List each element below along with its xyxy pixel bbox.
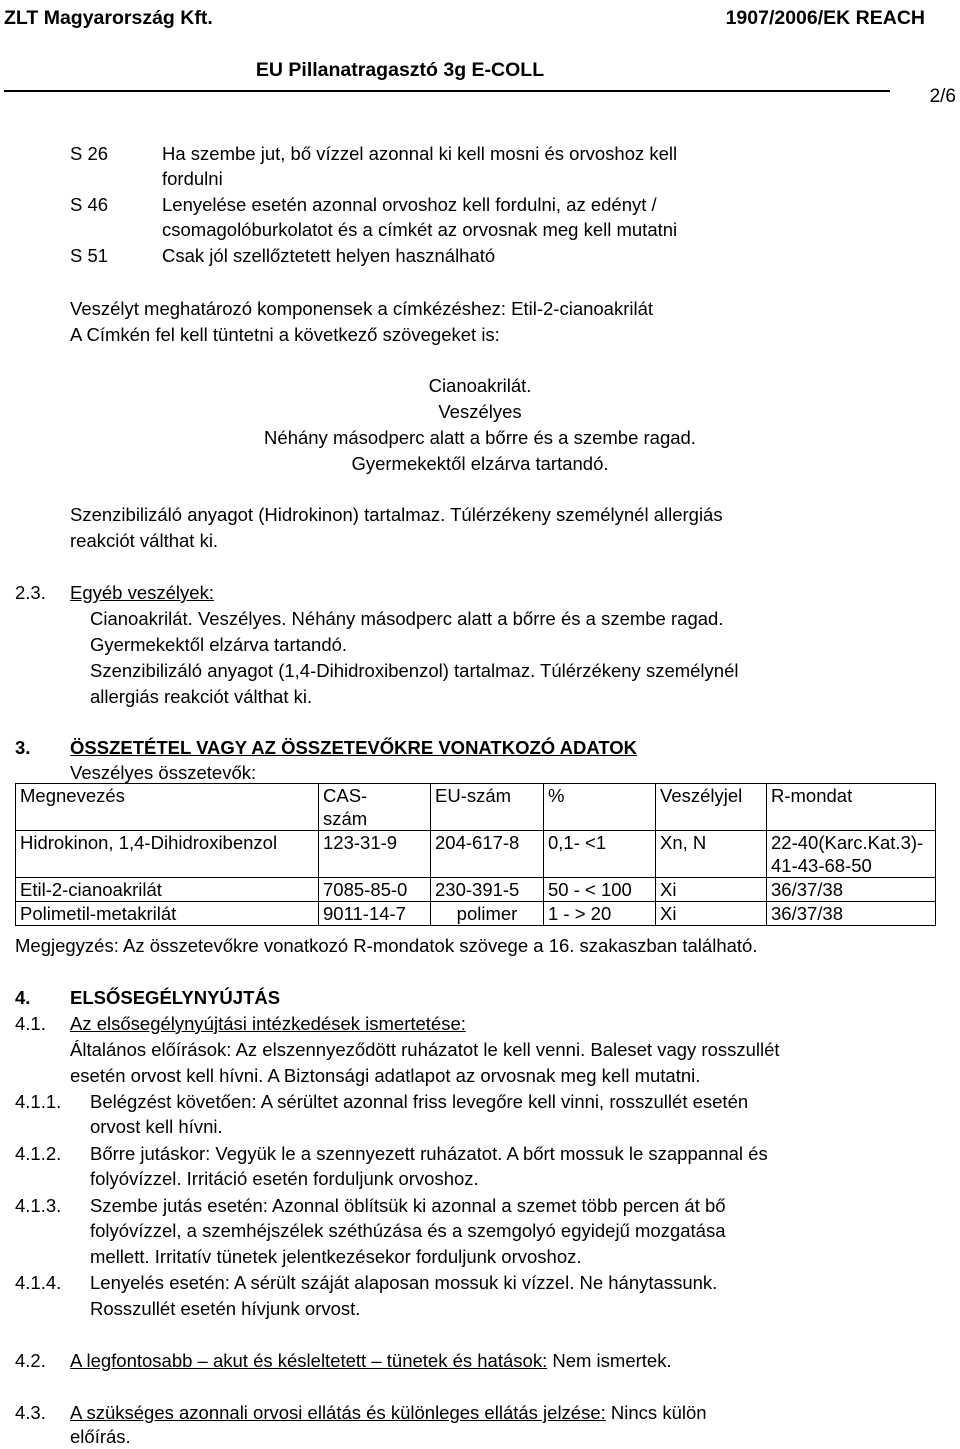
item-text: Lenyelés esetén: A sérült száját alaposan mossuk ki vízzel. Ne hánytassunk. — [90, 1272, 718, 1293]
item-number: 4.1.3. — [15, 1195, 62, 1216]
section-title: ÖSSZETÉTEL VAGY AZ ÖSSZETEVŐKRE VONATKOZÓ ADATOK — [70, 737, 638, 758]
subsection-number: 4.3. — [15, 1402, 46, 1423]
header-cell: R-mondat — [767, 784, 936, 831]
subsection-4-2 — [70, 1348, 672, 1373]
section-number: 2.3. — [15, 582, 46, 603]
subsection-text: Nem ismertek. — [547, 1350, 672, 1371]
cell-symbol: Xn, N — [656, 831, 767, 878]
subsection-title: A szükséges azonnali orvosi ellátás és különleges ellátás jelzése: — [70, 1402, 606, 1423]
composition-note: Megjegyzés: Az összetevőkre vonatkozó R-mondatok szövege a 16. szakaszban található. — [15, 935, 758, 956]
item-text: Belégzést követően: A sérültet azonnal friss levegőre kell vinni, rosszullét esetén — [90, 1091, 749, 1112]
cell-name: Polimetil-metakrilát — [16, 902, 319, 926]
table-row — [16, 902, 936, 926]
hazard-line: allergiás reakciót válthat ki. — [90, 686, 313, 707]
hazard-line: Gyermekektől elzárva tartandó. — [90, 634, 348, 655]
item-text: folyóvízzel. Irritáció esetén forduljunk orvoshoz. — [90, 1168, 479, 1189]
cell-cas: 123-31-9 — [319, 831, 431, 878]
cell-r: 22-40(Karc.Kat.3)- 41-43-68-50 — [767, 831, 936, 878]
item-number: 4.1.2. — [15, 1143, 62, 1164]
sensitizer-text: Szenzibilizáló anyagot (Hidrokinon) tartalmaz. Túlérzékeny személynél allergiás — [70, 504, 723, 525]
header-cell: Veszélyjel — [656, 784, 767, 831]
s-phrase-code: S 26 — [70, 143, 109, 164]
cell-eu: 204-617-8 — [431, 831, 544, 878]
cell-r: 36/37/38 — [767, 902, 936, 926]
cell-eu: polimer — [431, 902, 544, 926]
first-aid-general: esetén orvost kell hívni. A Biztonsági adatlapot az orvosnak meg kell mutatni. — [70, 1065, 701, 1086]
company-name: ZLT Magyarország Kft. — [4, 7, 213, 29]
cell-symbol: Xi — [656, 878, 767, 902]
cell-pct: 0,1- <1 — [544, 831, 656, 878]
cell-cas: 7085-85-0 — [319, 878, 431, 902]
product-name: EU Pillanatragasztó 3g E-COLL — [255, 59, 545, 81]
s-phrase-text: Ha szembe jut, bő vízzel azonnal ki kell mosni és orvoshoz kell — [162, 143, 678, 164]
cell-symbol: Xi — [656, 902, 767, 926]
header-cell: Megnevezés — [16, 784, 319, 831]
cell-pct: 1 - > 20 — [544, 902, 656, 926]
subsection-number: 4.2. — [15, 1350, 46, 1371]
item-text: orvost kell hívni. — [90, 1116, 223, 1137]
item-number: 4.1.4. — [15, 1272, 62, 1293]
s-phrase-text: Lenyelése esetén azonnal orvoshoz kell fordulni, az edényt / — [162, 194, 657, 215]
label-line: Veszélyes — [438, 401, 522, 422]
item-text: Bőrre jutáskor: Vegyük le a szennyezett ruházatot. A bőrt mossuk le szappannal és — [90, 1143, 768, 1164]
page-number: 2/6 — [929, 86, 956, 107]
subsection-text: előírás. — [70, 1426, 131, 1447]
section-number: 4. — [15, 987, 31, 1008]
s-phrase-code: S 46 — [70, 194, 109, 215]
subsection-title: Az elsősegélynyújtási intézkedések ismertetése: — [70, 1013, 466, 1034]
s-phrase-code: S 51 — [70, 245, 109, 266]
cell-cas: 9011-14-7 — [319, 902, 431, 926]
header-divider — [4, 90, 890, 92]
cell-name: Etil-2-cianoakrilát — [16, 878, 319, 902]
first-aid-general: Általános előírások: Az elszennyeződött ruházatot le kell venni. Baleset vagy rosszullét — [70, 1039, 780, 1060]
section-number: 3. — [15, 737, 31, 758]
section-title: Egyéb veszélyek: — [70, 582, 214, 603]
subsection-number: 4.1. — [15, 1013, 46, 1034]
hazard-line: Szenzibilizáló anyagot (1,4-Dihidroxibenzol) tartalmaz. Túlérzékeny személynél — [90, 660, 739, 681]
item-number: 4.1.1. — [15, 1091, 62, 1112]
header-cell: EU-szám — [431, 784, 544, 831]
s-phrase-text: fordulni — [162, 168, 223, 189]
section-subtitle: Veszélyes összetevők: — [70, 762, 257, 783]
cell-eu: 230-391-5 — [431, 878, 544, 902]
label-line: Gyermekektől elzárva tartandó. — [351, 453, 609, 474]
subsection-text: Nincs külön — [605, 1402, 707, 1423]
subsection-4-3 — [70, 1400, 707, 1425]
item-text: Rosszullét esetén hívjunk orvost. — [90, 1298, 361, 1319]
cell-r: 36/37/38 — [767, 878, 936, 902]
table-row — [16, 831, 936, 878]
label-line: Néhány másodperc alatt a bőrre és a szembe ragad. — [264, 427, 696, 448]
cell-name: Hidrokinon, 1,4-Dihidroxibenzol — [16, 831, 319, 878]
item-text: folyóvízzel, a szemhéjszélek széthúzása és a szemgolyó egyidejű mozgatása — [90, 1220, 726, 1241]
label-line: Cianoakrilát. — [428, 375, 532, 396]
header-cell: % — [544, 784, 656, 831]
sensitizer-text: reakciót válthat ki. — [70, 530, 219, 551]
item-text: mellett. Irritatív tünetek jelentkezésekor forduljunk orvoshoz. — [90, 1246, 582, 1267]
table-row — [16, 878, 936, 902]
components-table — [15, 783, 936, 926]
page-header — [0, 0, 960, 105]
cell-pct: 50 - < 100 — [544, 878, 656, 902]
section-title: ELSŐSEGÉLYNYÚJTÁS — [70, 987, 281, 1008]
label-texts-intro: A Címkén fel kell tüntetni a következő szövegeket is: — [70, 324, 500, 345]
header-cell: CAS- szám — [319, 784, 431, 831]
regulation-ref: 1907/2006/EK REACH — [725, 7, 925, 29]
subsection-title: A legfontosabb – akut és késleltetett – tünetek és hatások: — [70, 1350, 548, 1371]
hazard-line: Cianoakrilát. Veszélyes. Néhány másodperc alatt a bőrre és a szembe ragad. — [90, 608, 724, 629]
s-phrase-text: Csak jól szellőztetett helyen használható — [162, 245, 496, 266]
table-header-row — [16, 784, 936, 831]
label-components: Veszélyt meghatározó komponensek a címkézéshez: Etil-2-cianoakrilát — [70, 298, 654, 319]
s-phrase-text: csomagolóburkolatot és a címkét az orvosnak meg kell mutatni — [162, 219, 678, 240]
item-text: Szembe jutás esetén: Azonnal öblítsük ki azonnal a szemet több percen át bő — [90, 1195, 726, 1216]
